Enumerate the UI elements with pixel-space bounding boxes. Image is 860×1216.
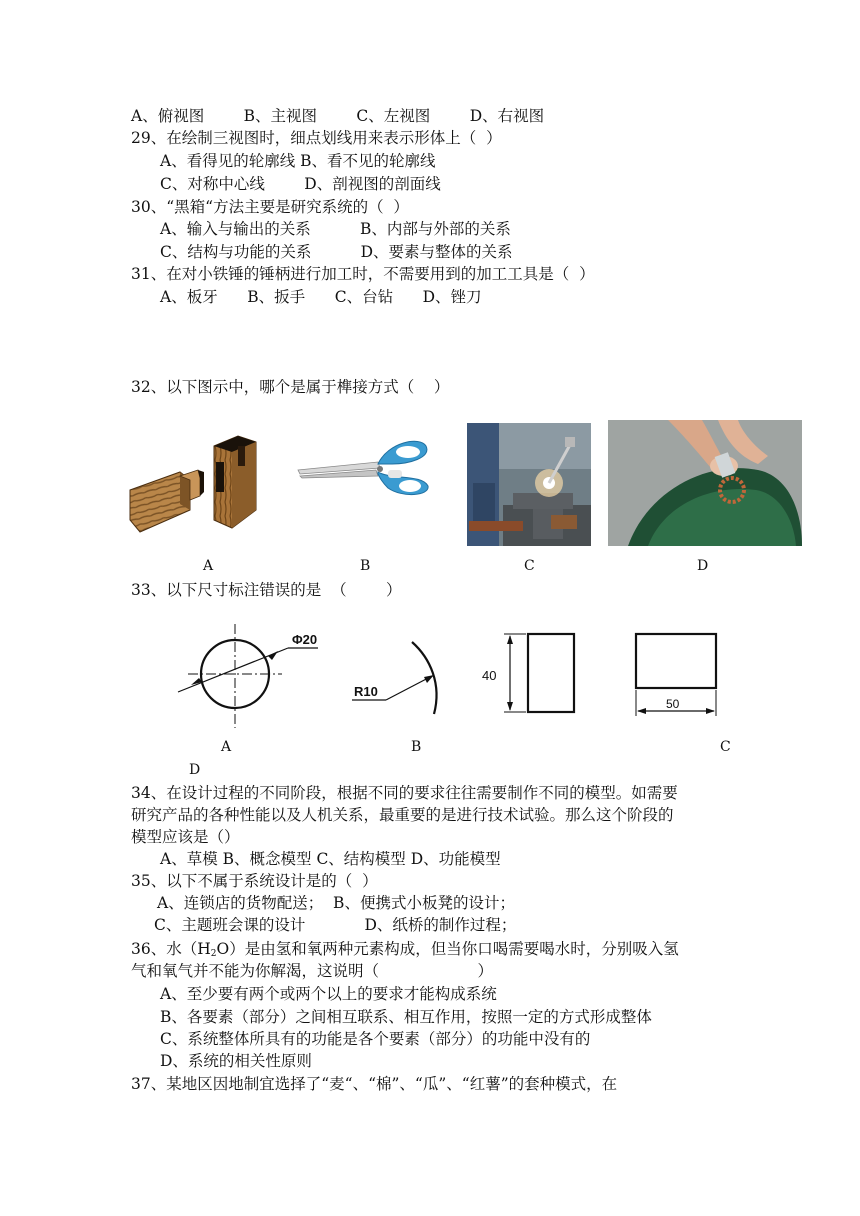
q33-label-a: A [221,739,232,755]
q32-label-d: D [697,558,709,574]
q35-stem: 35、以下不属于系统设计是的（ ） [131,872,378,890]
mortise-tenon-image [128,432,260,537]
q36-stem-part2: O）是由氢和氧两种元素构成，但当你口喝需要喝水时，分别吸入氢 [216,940,679,958]
q29-options-line1: A、看得见的轮廓线 B、看不见的轮廓线 [160,152,436,170]
q32-stem: 32、以下图示中，哪个是属于榫接方式（ ） [131,378,450,396]
dimension-drawing-d [632,630,722,720]
dim-c-label: 40 [482,668,497,683]
q34-line3: 模型应该是（） [131,828,240,846]
q34-options: A、草模 B、概念模型 C、结构模型 D、功能模型 [160,850,501,868]
q36-stem-part1: 36、水（H [131,940,211,958]
welding-photo [467,423,591,546]
q36-line2: 气和氧气并不能为你解渴，这说明（ ） [131,962,494,980]
q30-options-line1: A、输入与输出的关系 B、内部与外部的关系 [160,220,511,238]
q35-options-line1: A、连锁店的货物配送； B、便携式小板凳的设计； [157,894,515,912]
q32-label-b: B [360,558,371,574]
dimension-drawing-b [350,638,446,718]
dim-d-label: 50 [666,697,680,711]
dimension-drawing-c [478,630,580,716]
q34-line1: 34、在设计过程的不同阶段，根据不同的要求往往需要制作不同的模型。如需要 [131,784,678,802]
hand-strap-photo [608,420,802,546]
q36-option-b: B、各要素（部分）之间相互联系、相互作用，按照一定的方式形成整体 [160,1008,652,1026]
q33-label-c: C [720,739,731,755]
dim-a-label: Φ20 [292,632,318,647]
q31-options: A、板牙 B、扳手 C、台钻 D、锉刀 [160,288,482,306]
q37-line1: 37、某地区因地制宜选择了“麦“、“棉”、“瓜”、“红薯”的套种模式，在 [131,1075,618,1093]
q29-options-line2: C、对称中心线 D、剖视图的剖面线 [160,175,441,193]
q33-label-d: D [189,762,201,778]
q36-option-d: D、系统的相关性原则 [160,1052,312,1070]
q30-options-line2: C、结构与功能的关系 D、要素与整体的关系 [160,243,513,261]
q32-label-a: A [203,558,214,574]
q36-stem-subscript: 2 [210,949,217,959]
dim-b-label: R10 [354,684,378,699]
q35-options-line2: C、主题班会课的设计 D、纸桥的制作过程； [154,916,517,934]
q33-stem: 33、以下尺寸标注错误的是 （ ） [131,581,402,599]
q31-stem: 31、在对小铁锤的锤柄进行加工时，不需要用到的加工工具是（ ） [131,265,595,283]
q29-stem: 29、在绘制三视图时，细点划线用来表示形体上（ ） [131,129,502,147]
q36-option-c: C、系统整体所具有的功能是各个要素（部分）的功能中没有的 [160,1030,591,1048]
q33-label-b: B [411,739,422,755]
q36-option-a: A、至少要有两个或两个以上的要求才能构成系统 [160,985,497,1003]
q34-line2: 研究产品的各种性能以及人机关系，最重要的是进行技术试验。那么这个阶段的 [131,806,674,824]
scissors-image [296,434,432,500]
q28-options: A、俯视图 B、主视图 C、左视图 D、右视图 [131,107,545,125]
q32-label-c: C [524,558,535,574]
q30-stem: 30、“黑箱“方法主要是研究系统的（ ） [131,198,409,216]
dimension-drawing-a [168,618,328,734]
